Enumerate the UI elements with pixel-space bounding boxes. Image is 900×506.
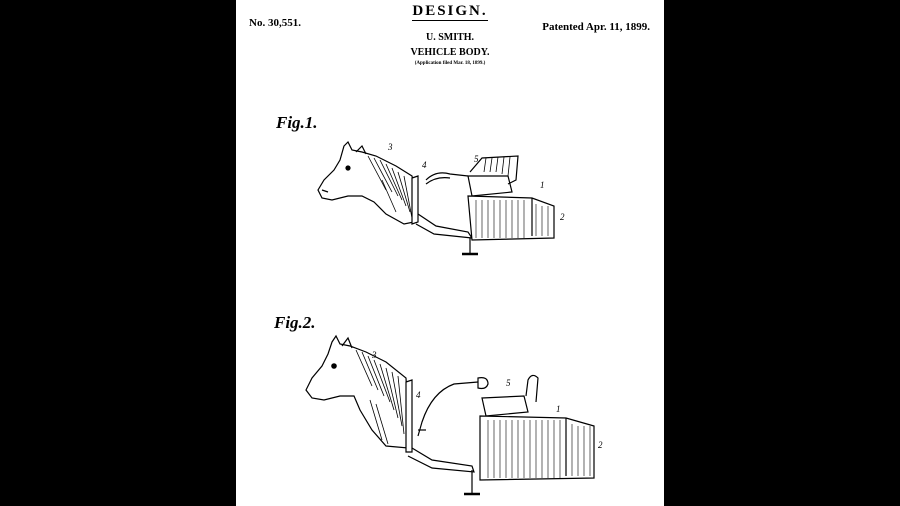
- fig1-ref-3: 3: [388, 142, 393, 152]
- inventor-name: U. SMITH.: [425, 32, 475, 43]
- patent-sheet: [236, 0, 664, 506]
- application-filed: (Application filed Mar. 18, 1899.): [414, 61, 486, 66]
- fig2-ref-5: 5: [506, 378, 511, 388]
- fig2-ref-2: 2: [598, 440, 603, 450]
- fig2-ref-4: 4: [416, 390, 421, 400]
- fig1-ref-1: 1: [540, 180, 545, 190]
- fig1-ref-5: 5: [474, 154, 479, 164]
- section-heading: DESIGN.: [412, 3, 488, 19]
- figure-1-drawing: [236, 0, 664, 506]
- patent-date: Patented Apr. 11, 1899.: [542, 21, 650, 33]
- patent-number: No. 30,551.: [249, 17, 301, 29]
- figure-2-label: Fig.2.: [274, 313, 316, 332]
- fig1-ref-2: 2: [560, 212, 565, 222]
- figure-2-drawing: [306, 336, 594, 494]
- fig2-ref-1: 1: [556, 404, 561, 414]
- figure-1-label: Fig.1.: [276, 113, 318, 132]
- patent-title: VEHICLE BODY.: [410, 47, 490, 58]
- fig2-ref-3: 3: [372, 350, 377, 360]
- fig1-ref-4: 4: [422, 160, 427, 170]
